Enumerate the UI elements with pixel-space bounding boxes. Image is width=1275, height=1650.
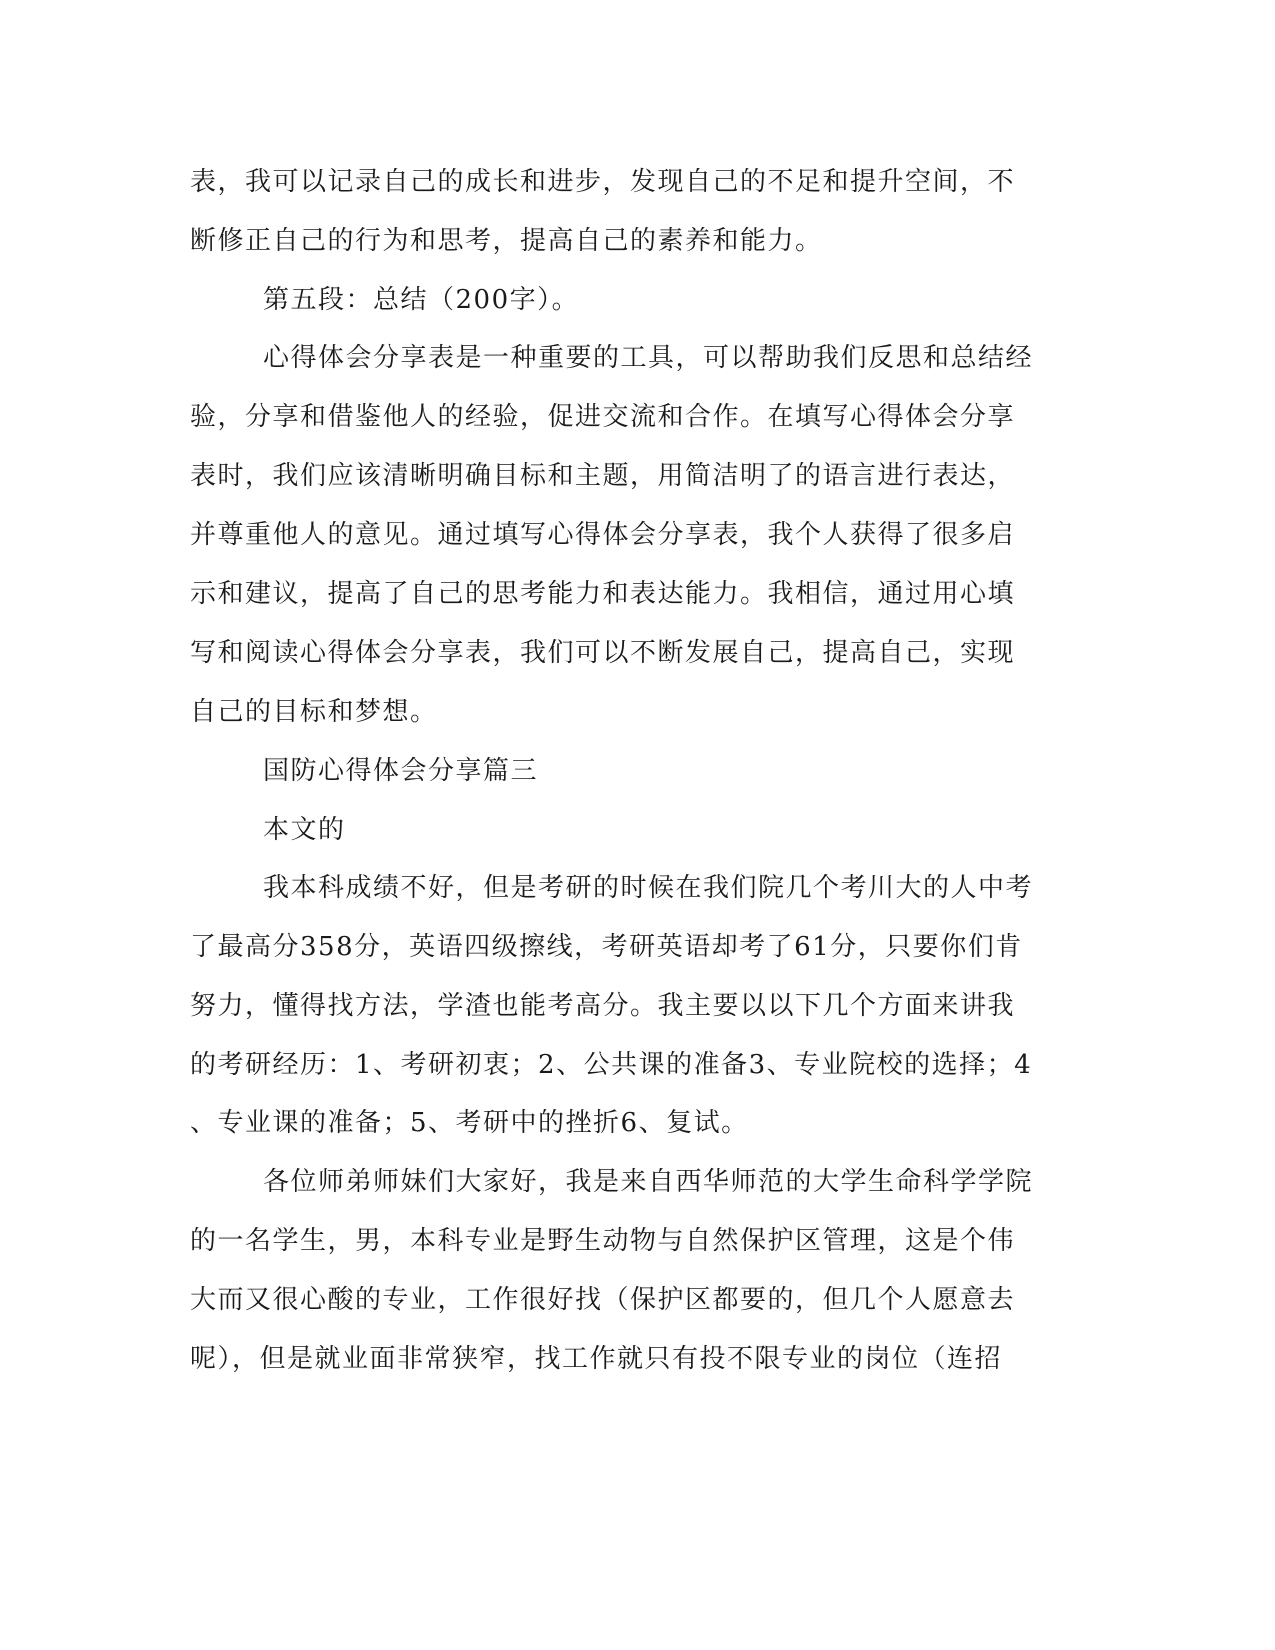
text-line: 示和建议，提高了自己的思考能力和表达能力。我相信，通过用心填 (190, 579, 1016, 609)
text-line: 的一名学生，男，本科专业是野生动物与自然保护区管理，这是个伟 (190, 1226, 1016, 1256)
paragraph-start: 心得体会分享表是一种重要的工具，可以帮助我们反思和总结经 (263, 343, 1034, 373)
text-line: 验，分享和借鉴他人的经验，促进交流和合作。在填写心得体会分享 (190, 402, 1016, 432)
paragraph-start: 我本科成绩不好，但是考研的时候在我们院几个考川大的人中考 (263, 873, 1034, 903)
text-line: 并尊重他人的意见。通过填写心得体会分享表，我个人获得了很多启 (190, 520, 1016, 550)
text-line: 自己的目标和梦想。 (190, 697, 438, 727)
text-line: 了最高分358分，英语四级擦线，考研英语却考了61分，只要你们肯 (190, 932, 1023, 962)
text-line: 呢），但是就业面非常狭窄，找工作就只有投不限专业的岗位（连招 (190, 1344, 1003, 1374)
text-line: 本文的 (263, 815, 346, 845)
section-heading: 第五段：总结（200字）。 (263, 285, 580, 315)
text-line: 表时，我们应该清晰明确目标和主题，用简洁明了的语言进行表达， (190, 461, 1016, 491)
text-line: 的考研经历：1、考研初衷；2、公共课的准备3、专业院校的选择；4 (190, 1050, 1033, 1080)
article-title: 国防心得体会分享篇三 (263, 756, 539, 786)
text-line: 断修正自己的行为和思考，提高自己的素养和能力。 (190, 226, 823, 256)
text-line: 表，我可以记录自己的成长和进步，发现自己的不足和提升空间，不 (190, 167, 1016, 197)
text-line: 努力，懂得找方法，学渣也能考高分。我主要以以下几个方面来讲我 (190, 991, 1016, 1021)
text-line: 写和阅读心得体会分享表，我们可以不断发展自己，提高自己，实现 (190, 638, 1016, 668)
paragraph-start: 各位师弟师妹们大家好，我是来自西华师范的大学生命科学学院 (263, 1167, 1034, 1197)
text-line: 大而又很心酸的专业，工作很好找（保护区都要的，但几个人愿意去 (190, 1285, 1016, 1315)
text-line: 、专业课的准备；5、考研中的挫折6、复试。 (190, 1108, 749, 1138)
